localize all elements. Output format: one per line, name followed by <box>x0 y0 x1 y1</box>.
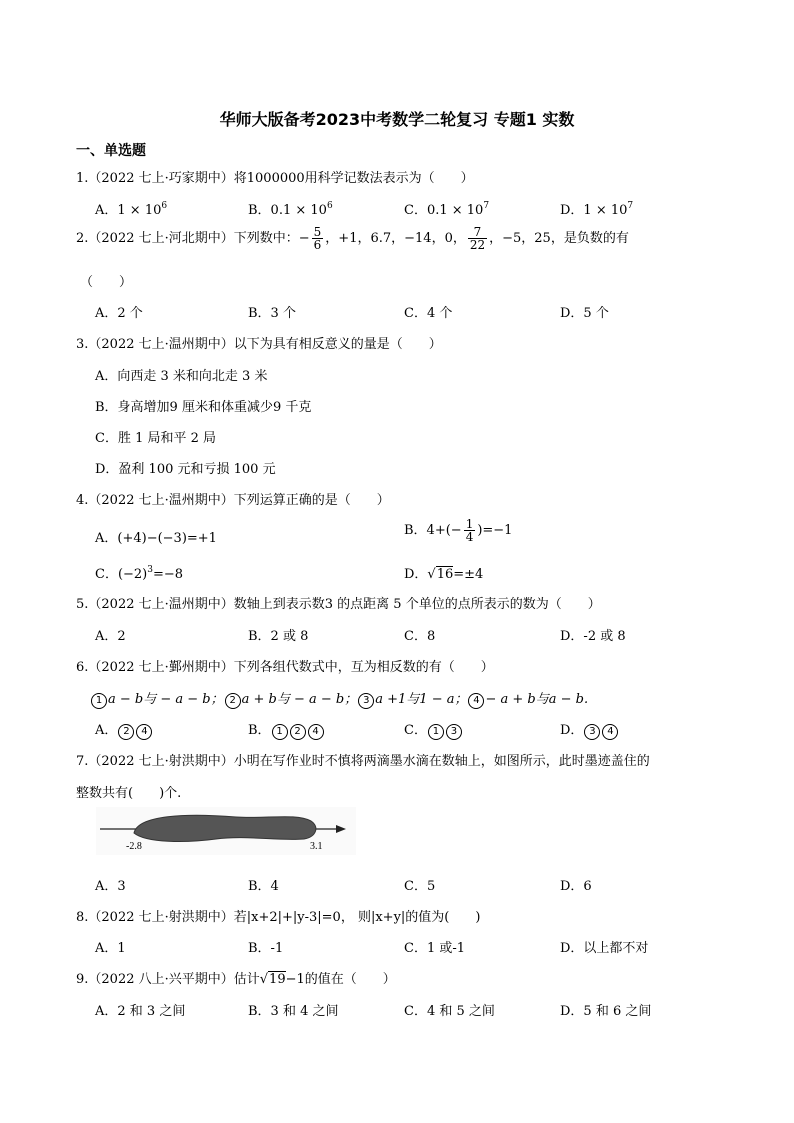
q8-option-c[interactable]: C．1 或-1 <box>404 941 466 956</box>
q1-option-a[interactable]: A．$1 \times 10^6$ <box>95 201 168 218</box>
q4-option-a[interactable]: A．(+4)−(−3)=+1 <box>95 531 217 546</box>
question-8: 8.（2022 七上·射洪期中）若|x+2|+|y-3|=0， 则|x+y|的值为( ) <box>76 910 481 925</box>
q9-option-a[interactable]: A．2 和 3 之间 <box>95 1004 186 1019</box>
q8-option-d[interactable]: D．以上都不对 <box>560 941 649 956</box>
q1-option-c[interactable]: C．$0.1 \times 10^7$ <box>404 201 490 218</box>
q4-option-b[interactable]: B．4+(− $\frac{1}{4}$ )=−1 <box>404 517 513 544</box>
q3-option-a[interactable]: A．向西走 3 米和向北走 3 米 <box>95 369 268 384</box>
q9-option-c[interactable]: C．4 和 5 之间 <box>404 1004 495 1019</box>
question-6: 6.（2022 七上·鄞州期中）下列各组代数式中，互为相反数的有（ ） <box>76 660 494 675</box>
q2-option-c[interactable]: C．4 个 <box>404 306 453 321</box>
q5-option-b[interactable]: B．2 或 8 <box>248 629 309 644</box>
q1-option-d[interactable]: D．$1 \times 10^7$ <box>560 201 634 218</box>
section-heading: 一、单选题 <box>76 143 146 159</box>
question-9: 9.（2022 八上·兴平期中）估计√19−1的值在（ ） <box>76 972 396 987</box>
q9-option-b[interactable]: B．3 和 4 之间 <box>248 1004 339 1019</box>
q8-option-b[interactable]: B．-1 <box>248 941 284 956</box>
q5-option-c[interactable]: C．8 <box>404 629 436 644</box>
q3-option-d[interactable]: D．盈利 100 元和亏损 100 元 <box>95 462 276 477</box>
page-title: 华师大版备考2023中考数学二轮复习 专题1 实数 <box>219 110 575 129</box>
question-7-line2: 整数共有( )个. <box>76 786 182 801</box>
q7-option-d[interactable]: D．6 <box>560 879 592 894</box>
question-2: 2.（2022 七上·河北期中）下列数中：− $\frac{5}{6}$ ，+1，6.7，−14，0， $\frac{7}{22}$ ，−5，25，是负数的有 <box>76 225 629 252</box>
q7-option-a[interactable]: A．3 <box>95 879 126 894</box>
ink-number-line-figure <box>96 807 356 855</box>
ink-blot <box>134 815 316 841</box>
q1-option-b[interactable]: B．$0.1 \times 10^6$ <box>248 201 333 218</box>
q7-option-b[interactable]: B．4 <box>248 879 279 894</box>
q8-option-a[interactable]: A．1 <box>95 941 126 956</box>
q4-option-d[interactable]: D．√16=±4 <box>404 567 484 582</box>
question-1: 1.（2022 七上·巧家期中）将1000000用科学记数法表示为（ ） <box>76 171 474 186</box>
q4-option-c[interactable]: C．$(-2)^3=-8$ <box>95 565 184 582</box>
fraction-5-6: $\frac{5}{6}$ <box>313 225 322 252</box>
q2-option-a[interactable]: A．2 个 <box>95 306 143 321</box>
q6-option-b[interactable]: B． 1 2 4 <box>248 719 325 740</box>
question-7: 7.（2022 七上·射洪期中）小明在写作业时不慎将两滴墨水滴在数轴上，如图所示，此时墨迹盖住的 <box>76 754 650 769</box>
q2-option-b[interactable]: B．3 个 <box>248 306 296 321</box>
q3-option-b[interactable]: B．身高增加9 厘米和体重减少9 千克 <box>95 400 312 415</box>
q5-option-a[interactable]: A．2 <box>95 629 126 644</box>
label-right: 3.1 <box>310 841 323 852</box>
q6-option-c[interactable]: C． 1 3 <box>404 719 463 740</box>
q7-option-c[interactable]: C．5 <box>404 879 436 894</box>
fraction-7-22: $\frac{7}{22}$ <box>469 225 486 252</box>
label-left: -2.8 <box>126 841 142 852</box>
q2-option-d[interactable]: D．5 个 <box>560 306 609 321</box>
question-2-paren: （ ） <box>80 275 133 290</box>
question-3: 3.（2022 七上·温州期中）以下为具有相反意义的量是（ ） <box>76 337 442 352</box>
question-4: 4.（2022 七上·温州期中）下列运算正确的是（ ） <box>76 493 390 508</box>
question-5: 5.（2022 七上·温州期中）数轴上到表示数3 的点距离 5 个单位的点所表示的数为（ ） <box>76 597 601 612</box>
q3-option-c[interactable]: C．胜 1 局和平 2 局 <box>95 431 217 446</box>
q6-expressions: 1 a − b与 − a − b； 2 a + b与 − a − b； 3 a +1与1 − a； 4 − a + b与a − b. <box>90 688 588 709</box>
q5-option-d[interactable]: D．-2 或 8 <box>560 629 626 644</box>
q6-option-a[interactable]: A． 2 4 <box>95 719 153 740</box>
q9-option-d[interactable]: D．5 和 6 之间 <box>560 1004 652 1019</box>
q6-option-d[interactable]: D． 3 4 <box>560 719 619 740</box>
